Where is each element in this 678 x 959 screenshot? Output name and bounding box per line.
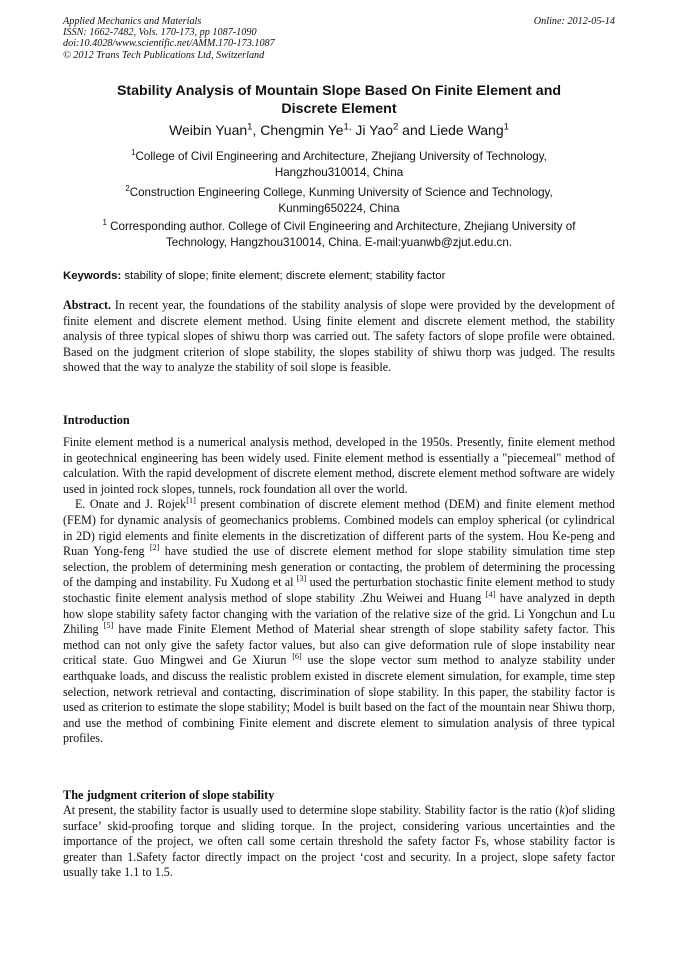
aff2-line1: Construction Engineering College, Kunming University of Science and Technology, [129,186,553,199]
intro-p2-seg5: have made Finite Element Method of Material shear strength of slope stability safety factor. This method can not only give the safety factor values, but also can give deformation rule of slope instability near critical state. Guo Mingwei and Ge Xiurun [63,622,615,668]
author-3: Ji Yao [351,122,393,138]
intro-p2-seg0: E. Onate and J. Rojek [75,497,187,512]
intro-p2-seg6: use the slope vector sum method to analyze stability under earthquake loads, and discuss the realistic problem existed in discrete element simulation, for example, time step selection, network retrieval and contacting, discrimination of slope stability. In this paper, the stability factor is used as criterion to estimate the slope stability; Model is built based on the fact of the mountain near Shiwu thorp, and use the method of combining Finite element and discrete element to simulation analysis of three typical profiles. [63,653,615,746]
title-line-2: Discrete Element [281,101,397,117]
keywords [63,269,615,284]
citation-2: [2] [149,543,160,553]
aff1-line1: College of Civil Engineering and Architecture, Zhejiang University of Technology, [135,150,547,163]
keywords-label: Keywords: [63,270,122,282]
introduction-body [63,435,615,747]
journal-header [63,16,615,61]
author-list [63,121,615,139]
aff1-sup: 1 [131,148,136,158]
author-4: and Liede Wang [398,122,504,138]
paper-title [63,82,615,118]
intro-p2-seg3: used the perturbation stochastic finite element method to study stochastic finite element analysis method of slope stability .Zhu Weiwei and Huang [63,575,616,605]
citation-6: [6] [292,652,302,662]
intro-paragraph-2 [63,497,615,747]
issn-line: ISSN: 1662-7482, Vols. 170-173, pp 1087-1090 [63,27,257,39]
judgment-body [63,803,615,881]
judgment-text-1: At present, the stability factor is usually used to determine slope stability. Stability factor is the ratio ( [63,803,560,817]
intro-p2-seg2: have studied the use of discrete element method for slope stability simulation time step selection, the problem of determining mesh generation or contacting, the problem of determining the processing of the damping and instability. Fu Xudong et al [63,544,615,590]
author-3-sup: 2 [393,121,399,133]
introduction-heading: Introduction [63,413,130,427]
copyright-line: © 2012 Trans Tech Publications Ltd, Switzerland [63,49,265,61]
citation-5: [5] [103,621,114,631]
abstract-text: In recent year, the foundations of the stability analysis of slope were provided by the development of finite element and discrete element method. Using finite element and discrete element method, the stability analysis of three typical slopes of shiwu thorp was carried out. The safety factors of slope profile were obtained. Based on the judgment criterion of slope stability, the slopes stability of shiwu thorp was judged. The results showed that the way to analyze the stability of soil slope is feasible. [63,298,615,375]
citation-3: [3] [296,574,307,584]
aff1-line2: Hangzhou310014, China [274,165,404,179]
abstract [63,298,615,376]
corr-line2: Technology, Hangzhou310014, China. E-mail:yuanwb@zjut.edu.cn. [165,235,513,249]
citation-1: [1] [186,496,196,506]
judgment-text-2: )of sliding surface’ skid-proofing torque and sliding torque. In the project, considering various uncertainties and the importance of the project, we often call some certain threshold the safety factor Fs, whose stability factor is greater than 1.Safety factor directly impact on the project ‘cost and security. In a project, slope safety factor usually take 1.1 to 1.5. [63,803,615,880]
author-1: Weibin Yuan [169,122,248,138]
keywords-text: stability of slope; finite element; discrete element; stability factor [121,270,446,282]
online-date: Online: 2012-05-14 [533,16,615,27]
judgment-k-symbol: k [559,803,565,817]
author-2-sup: 1, [343,121,352,133]
affiliation-1 [63,149,615,180]
affiliation-2 [63,185,615,216]
journal-name: Applied Mechanics and Materials [63,16,202,27]
author-2: , Chengmin Ye [252,122,344,138]
citation-4: [4] [485,589,496,599]
aff2-sup: 2 [125,184,130,194]
corr-sup: 1 [102,218,107,228]
intro-paragraph-1: Finite element method is a numerical analysis method, developed in the 1950s. Presently, finite element method in geotechnical engineering has been widely used. Finite element method is essentially a "piecemeal" method of calculation. With the rapid development of discrete element method, discrete element method software are widely used in jointed rock slopes, tunnels, rock foundation all over the world. [63,435,615,496]
author-4-sup: 1 [503,121,509,133]
title-line-1: Stability Analysis of Mountain Slope Based On Finite Element and [116,83,562,99]
intro-p2-seg1: present combination of discrete element method (DEM) and finite element method (FEM) for dynamic analysis of geomechanics problems. Combined models can employ spherical (or cylindrical in 2D) rigid elements and finite elements in the discretization of different parts of the system. Hou Ke-peng and Ruan Yong-feng [63,497,615,559]
abstract-label: Abstract. [63,298,112,312]
aff2-line2: Kunming650224, China [278,201,400,215]
intro-p2-seg4: have analyzed in depth how slope stability safety factor changing with the variation of the relative size of the grid. Li Yongchun and Lu Zhiling [63,590,616,637]
corresponding-author [63,219,615,250]
doi-line: doi:10.4028/www.scientific.net/AMM.170-173.1087 [63,38,275,50]
author-1-sup: 1 [247,121,253,133]
corr-line1: Corresponding author. College of Civil Engineering and Architecture, Zhejiang University of [106,220,576,233]
judgment-heading: The judgment criterion of slope stability [63,788,275,802]
